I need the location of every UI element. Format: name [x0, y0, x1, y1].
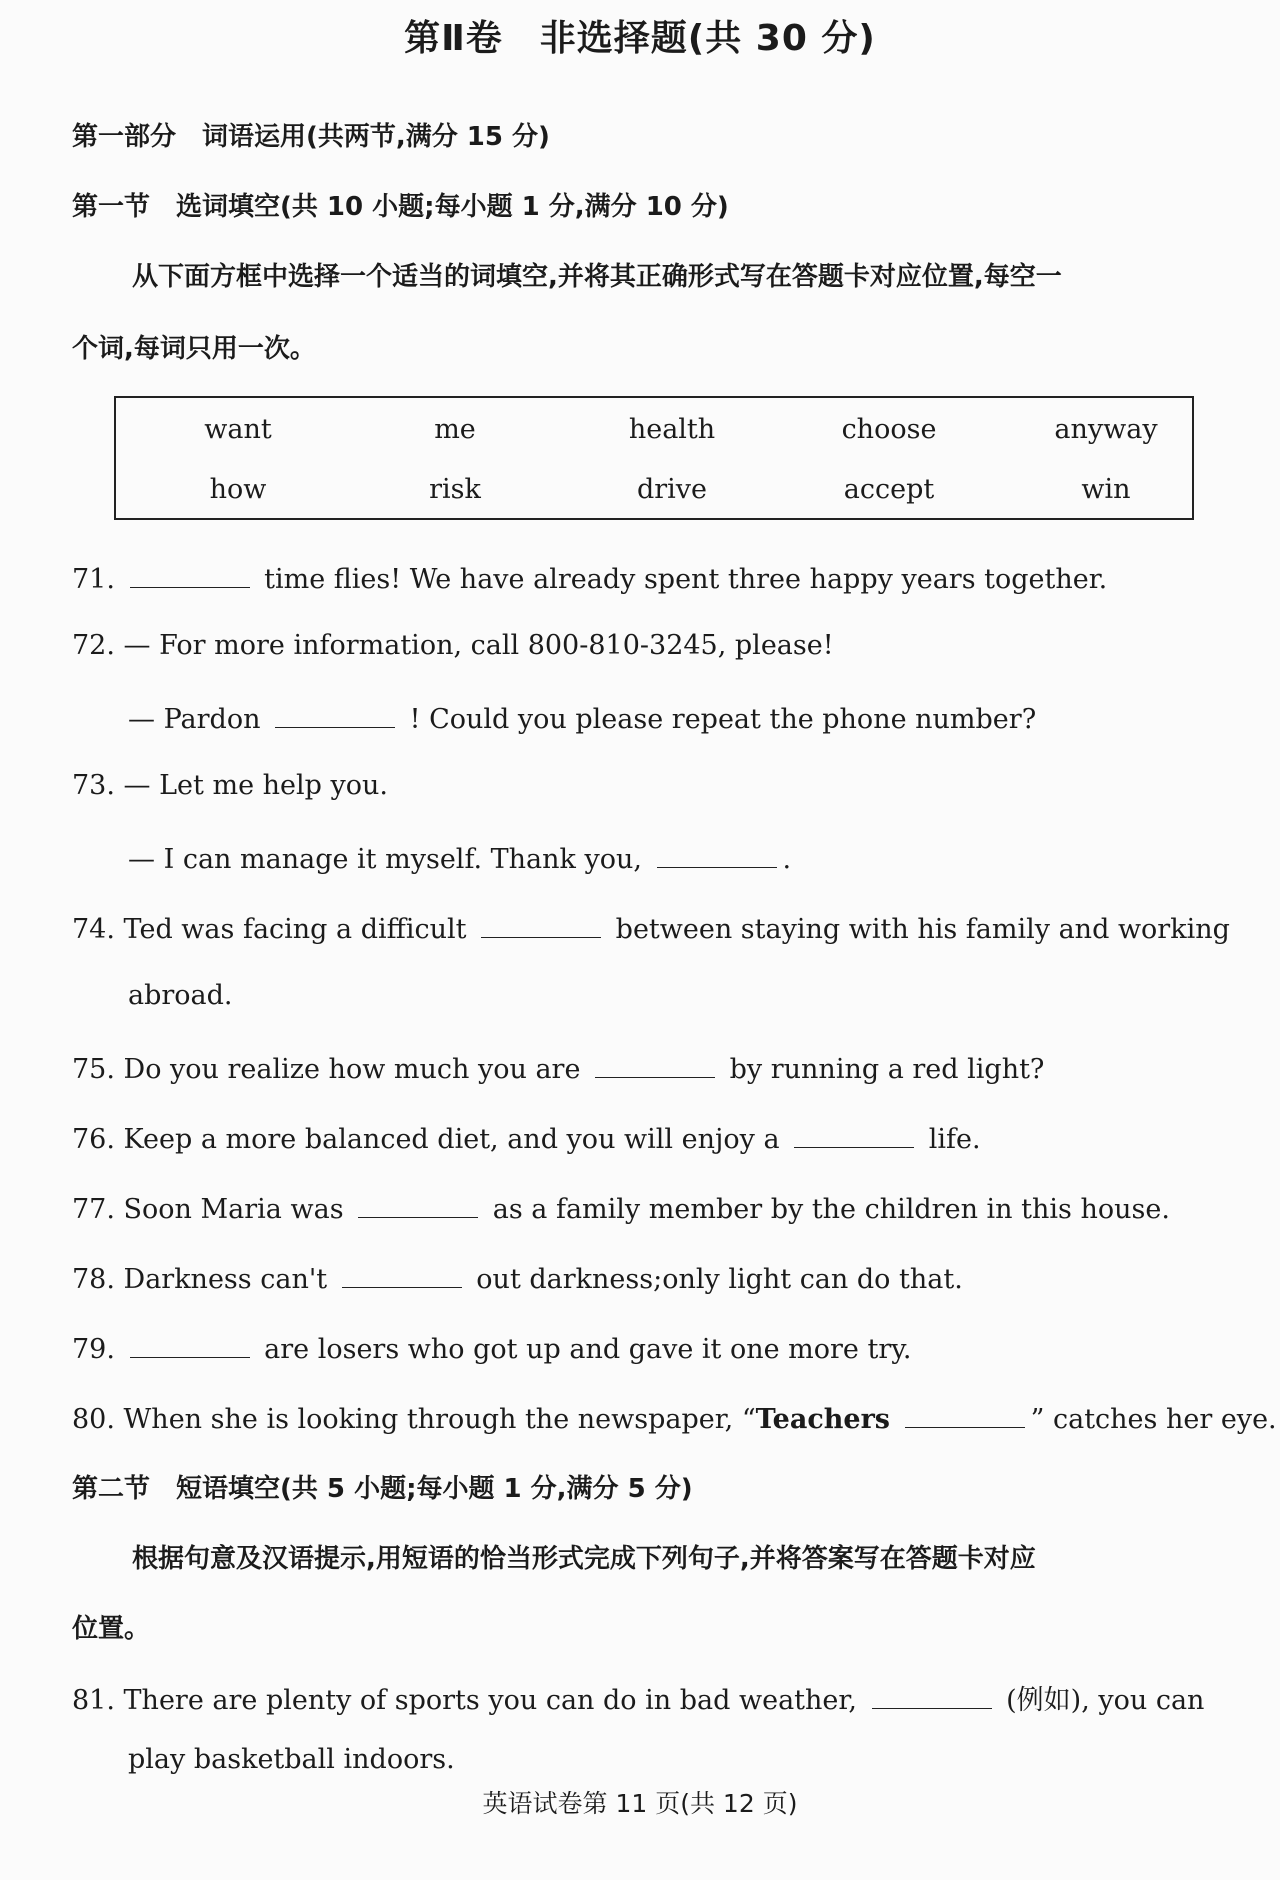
- question-text: — Let me help you.: [123, 770, 388, 801]
- question-number: 79.: [72, 1334, 115, 1365]
- question-number: 73.: [72, 770, 115, 801]
- question-text: — I can manage it myself. Thank you,: [128, 844, 642, 875]
- question-number: 77.: [72, 1194, 115, 1225]
- answer-blank[interactable]: [872, 1681, 992, 1709]
- question-72-line2: [128, 700, 1036, 735]
- question-number: 71.: [72, 564, 115, 595]
- question-text: (例如), you can: [1006, 1685, 1205, 1716]
- section2-heading: 第二节 短语填空(共 5 小题;每小题 1 分,满分 5 分): [72, 1474, 693, 1504]
- word-accept: accept: [843, 474, 935, 505]
- question-78: [72, 1260, 963, 1295]
- answer-blank[interactable]: [275, 700, 395, 728]
- question-74-line2: abroad.: [128, 980, 233, 1011]
- question-text: .: [782, 844, 792, 875]
- page-title: 第Ⅱ卷 非选择题(共 30 分): [404, 18, 876, 59]
- word-drive: drive: [636, 474, 708, 505]
- question-text: as a family member by the children in this house.: [492, 1194, 1170, 1225]
- answer-blank[interactable]: [342, 1260, 462, 1288]
- question-text: ” catches her eye.: [1030, 1404, 1277, 1435]
- answer-blank[interactable]: [130, 560, 250, 588]
- word-how: how: [209, 474, 267, 505]
- section2-instruction-line1: 根据句意及汉语提示,用短语的恰当形式完成下列句子,并将答案写在答题卡对应: [132, 1544, 1036, 1574]
- question-80: [72, 1400, 1277, 1435]
- word-risk: risk: [429, 474, 481, 505]
- question-number: 72.: [72, 630, 115, 661]
- question-76: [72, 1120, 981, 1155]
- answer-blank[interactable]: [595, 1050, 715, 1078]
- question-79: [72, 1330, 912, 1365]
- question-number: 74.: [72, 914, 115, 945]
- question-81: [72, 1678, 1204, 1717]
- question-text: — For more information, call 800-810-3245, please!: [123, 630, 834, 661]
- question-text: Darkness can't: [123, 1264, 328, 1295]
- question-text: ! Could you please repeat the phone number?: [409, 704, 1037, 735]
- question-77: [72, 1190, 1170, 1225]
- question-text: are losers who got up and gave it one more try.: [264, 1334, 912, 1365]
- question-text: out darkness;only light can do that.: [476, 1264, 963, 1295]
- part1-heading: 第一部分 词语运用(共两节,满分 15 分): [72, 122, 550, 152]
- question-text: — Pardon: [128, 704, 261, 735]
- word-me: me: [434, 414, 476, 445]
- question-number: 75.: [72, 1054, 115, 1085]
- word-choose: choose: [841, 414, 937, 445]
- section1-instruction-line1: 从下面方框中选择一个适当的词填空,并将其正确形式写在答题卡对应位置,每空一: [132, 262, 1062, 292]
- answer-blank[interactable]: [130, 1330, 250, 1358]
- question-text: Soon Maria was: [123, 1194, 344, 1225]
- question-text: time flies! We have already spent three happy years together.: [264, 564, 1108, 595]
- word-want: want: [204, 414, 272, 445]
- question-text: life.: [928, 1124, 981, 1155]
- word-box: [114, 396, 1194, 520]
- question-text: Ted was facing a difficult: [123, 914, 467, 945]
- question-text: When she is looking through the newspaper, “: [123, 1404, 756, 1435]
- section1-instruction-line2: 个词,每词只用一次。: [72, 334, 316, 364]
- answer-blank[interactable]: [794, 1120, 914, 1148]
- question-73: [72, 770, 388, 801]
- question-74: [72, 910, 1230, 945]
- question-text: There are plenty of sports you can do in bad weather,: [123, 1685, 857, 1716]
- question-72: [72, 630, 834, 661]
- question-text: Keep a more balanced diet, and you will enjoy a: [123, 1124, 780, 1155]
- question-number: 78.: [72, 1264, 115, 1295]
- question-number: 81.: [72, 1685, 115, 1716]
- word-health: health: [628, 414, 716, 445]
- question-text: between staying with his family and working: [615, 914, 1230, 945]
- word-win: win: [1081, 474, 1131, 505]
- question-number: 80.: [72, 1404, 115, 1435]
- question-75: [72, 1050, 1044, 1085]
- page-footer: 英语试卷第 11 页(共 12 页): [482, 1789, 798, 1818]
- question-text: by running a red light?: [729, 1054, 1045, 1085]
- question-71: [72, 560, 1107, 595]
- question-bold-word: Teachers: [755, 1404, 890, 1435]
- answer-blank[interactable]: [358, 1190, 478, 1218]
- question-number: 76.: [72, 1124, 115, 1155]
- answer-blank[interactable]: [481, 910, 601, 938]
- question-73-line2: [128, 840, 791, 875]
- section1-heading: 第一节 选词填空(共 10 小题;每小题 1 分,满分 10 分): [72, 192, 729, 222]
- section2-instruction-line2: 位置。: [72, 1614, 151, 1644]
- question-81-line2: play basketball indoors.: [128, 1744, 455, 1775]
- question-text: Do you realize how much you are: [123, 1054, 581, 1085]
- answer-blank[interactable]: [657, 840, 777, 868]
- word-anyway: anyway: [1054, 414, 1158, 445]
- answer-blank[interactable]: [905, 1400, 1025, 1428]
